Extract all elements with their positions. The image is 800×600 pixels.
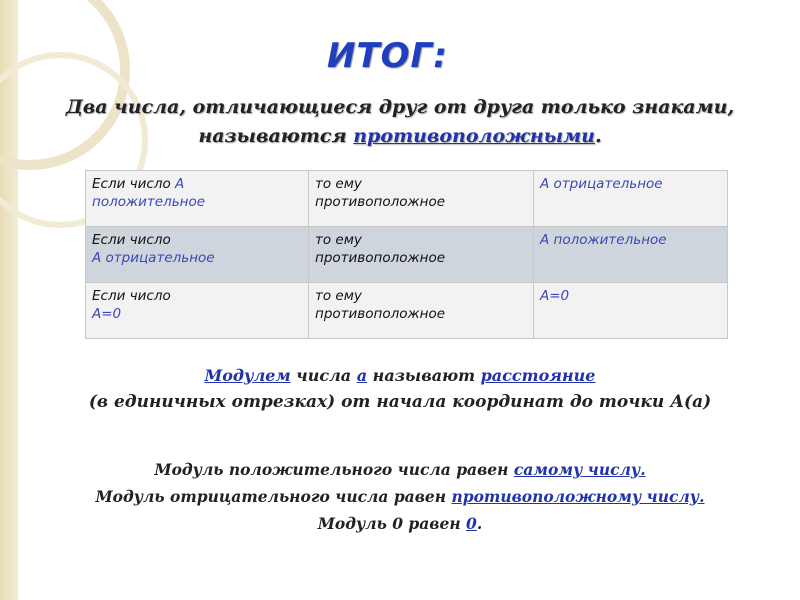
text: числа	[290, 366, 357, 385]
cell-text: то ему	[315, 232, 362, 248]
table-cell: А положительное	[534, 227, 728, 283]
term-distance[interactable]: расстояние	[480, 366, 596, 385]
table-cell	[86, 283, 309, 339]
opposites-table	[85, 170, 728, 339]
cell-text: Если число	[92, 232, 171, 248]
cell-text: Если число	[92, 288, 171, 304]
text: называют	[367, 366, 481, 385]
property-positive	[0, 460, 800, 479]
text: .	[476, 514, 483, 533]
cell-text: то ему	[315, 288, 362, 304]
property-negative	[0, 487, 800, 506]
table-cell	[309, 227, 534, 283]
link-opposite-number[interactable]: противоположному числу.	[451, 487, 705, 506]
table-cell	[86, 227, 309, 283]
definition-line-2	[0, 125, 800, 147]
cell-text: противоположное	[315, 250, 446, 267]
cell-text: положительное	[92, 194, 206, 211]
module-definition-line-2: (в единичных отрезках) от начала координат до точки А(а)	[88, 392, 712, 412]
link-same-number[interactable]: самому числу.	[513, 460, 646, 479]
text: Модуль отрицательного числа равен	[95, 487, 452, 506]
link-zero[interactable]: 0	[466, 514, 477, 533]
cell-text: противоположное	[315, 306, 446, 323]
property-zero	[0, 514, 800, 533]
slide-title: ИТОГ:	[327, 36, 448, 76]
term-modulus[interactable]: Модулем	[204, 366, 291, 385]
table-cell	[309, 283, 534, 339]
term-opposite[interactable]: противоположными	[353, 125, 595, 147]
table-cell: А отрицательное	[534, 171, 728, 227]
table-row	[86, 171, 728, 227]
cell-text: противоположное	[315, 194, 446, 211]
module-definition-line-1	[0, 366, 800, 385]
definition-prefix: называются	[198, 125, 354, 147]
definition-line-1: Два числа, отличающиеся друг от друга только знаками,	[65, 96, 735, 118]
cell-text: А отрицательное	[92, 250, 215, 267]
table-row	[86, 227, 728, 283]
cell-text: то ему	[315, 176, 362, 192]
text: Модуль положительного числа равен	[154, 460, 514, 479]
cell-text: А=0	[92, 306, 122, 323]
table-cell	[86, 171, 309, 227]
text: Модуль 0 равен	[317, 514, 467, 533]
term-a[interactable]: а	[356, 366, 368, 385]
definition-suffix: .	[595, 125, 602, 147]
cell-text: А	[175, 176, 185, 192]
table-cell: А=0	[534, 283, 728, 339]
table-cell	[309, 171, 534, 227]
table-row	[86, 283, 728, 339]
cell-text: Если число	[92, 176, 175, 192]
